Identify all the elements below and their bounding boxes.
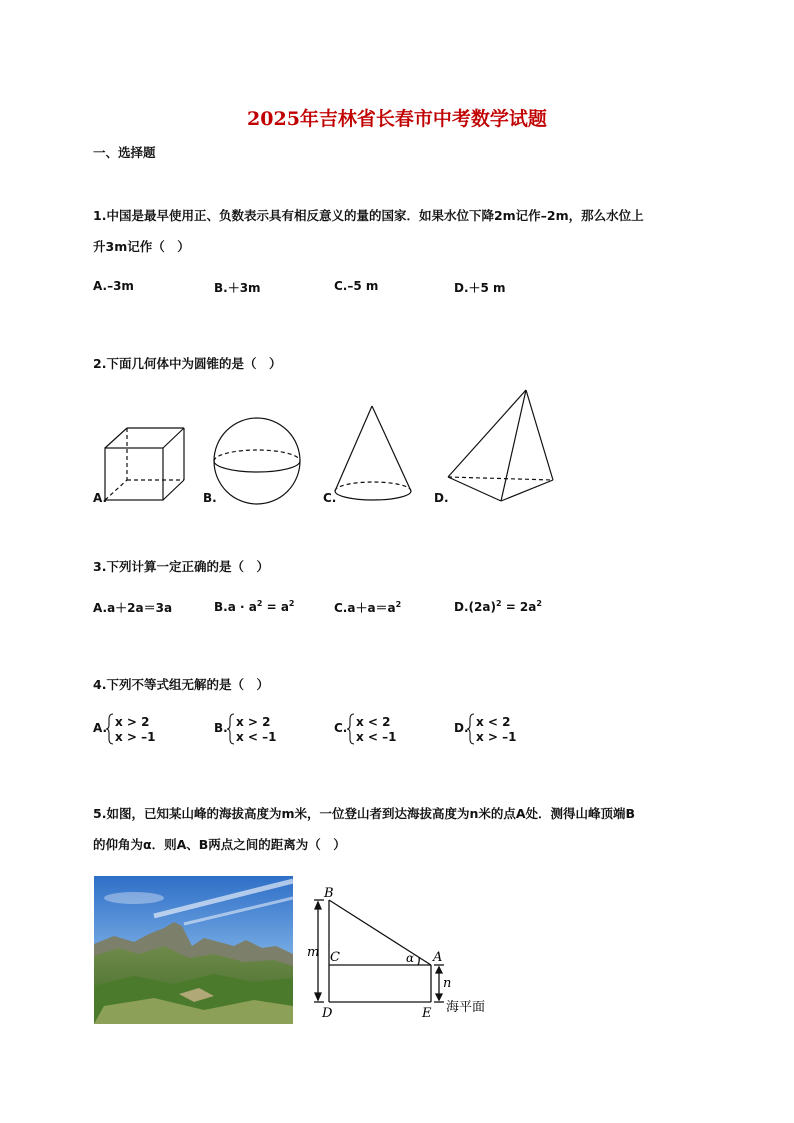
q4-option-d-brace bbox=[466, 713, 476, 745]
q3-option-c[interactable] bbox=[334, 599, 401, 616]
q4-option-b[interactable] bbox=[214, 713, 324, 745]
q3-option-b-exp1: 2 bbox=[256, 599, 263, 608]
cube-figure[interactable] bbox=[105, 428, 184, 500]
q3-option-b[interactable] bbox=[214, 599, 295, 614]
cone-figure[interactable] bbox=[335, 406, 411, 500]
q4-option-b-brace bbox=[226, 713, 236, 745]
q3-option-d-exp2: 2 bbox=[536, 599, 542, 608]
q2-label-b[interactable]: B. bbox=[203, 491, 217, 505]
q4-option-d[interactable] bbox=[454, 713, 564, 745]
mountain-photo bbox=[94, 876, 293, 1024]
line-ba bbox=[329, 900, 431, 965]
point-d-label: D bbox=[322, 1006, 333, 1021]
q2-label-d[interactable]: D. bbox=[434, 491, 449, 505]
sea-level-label: 海平面 bbox=[446, 1000, 486, 1015]
q4-option-d-line2: x > –1 bbox=[476, 730, 517, 744]
q1-option-d[interactable]: D.＋5 m bbox=[454, 281, 506, 295]
question-5-line2: 的仰角为α．则A、B两点之间的距离为（ ） bbox=[93, 837, 346, 852]
q1-option-a[interactable]: A.–3m bbox=[93, 279, 134, 293]
question-2-stem: 2.下面几何体中为圆锥的是（ ） bbox=[93, 356, 282, 371]
q2-label-c[interactable]: C. bbox=[323, 491, 337, 505]
q4-option-d-line1: x < 2 bbox=[476, 715, 511, 729]
paper-title: 2025年吉林省长春市中考数学试题 bbox=[247, 108, 547, 130]
point-b-label: B bbox=[324, 886, 334, 901]
q4-option-a-line1: x > 2 bbox=[115, 715, 150, 729]
question-5-stem bbox=[93, 798, 713, 860]
q4-option-a[interactable] bbox=[93, 713, 203, 745]
height-m-label: m bbox=[307, 945, 320, 960]
q4-option-a-brace bbox=[105, 713, 115, 745]
question-3-stem: 3.下列计算一定正确的是（ ） bbox=[93, 559, 269, 574]
q3-option-c-base: C.a＋a＝a bbox=[334, 601, 396, 615]
point-e-label: E bbox=[422, 1006, 432, 1021]
q4-option-b-label: B. bbox=[214, 721, 228, 735]
question-5-line1: 5.如图，已知某山峰的海拔高度为m米，一位登山者到达海拔高度为n米的点A处．测得山峰顶端B bbox=[93, 806, 636, 821]
q4-option-c-label: C. bbox=[334, 721, 348, 735]
q3-option-a[interactable]: A.a＋2a＝3a bbox=[93, 601, 173, 615]
q4-option-c-line1: x < 2 bbox=[356, 715, 391, 729]
section-heading: 一、选择题 bbox=[93, 145, 156, 160]
q1-option-b[interactable]: B.＋3m bbox=[214, 281, 261, 295]
question-1-line1: 1.中国是最早使用正、负数表示具有相反意义的量的国家．如果水位下降2m记作–2m，那么水位上 bbox=[93, 208, 644, 223]
q3-option-d-base: D.(2a) bbox=[454, 600, 496, 614]
q4-option-d-label: D. bbox=[454, 721, 469, 735]
question-1-stem bbox=[93, 200, 713, 262]
q3-option-d-exp1: 2 bbox=[495, 599, 502, 608]
question-4-stem: 4.下列不等式组无解的是（ ） bbox=[93, 677, 269, 692]
q2-label-a[interactable]: A. bbox=[93, 491, 108, 505]
q4-option-a-label: A. bbox=[93, 721, 108, 735]
point-a-label: A bbox=[433, 950, 443, 965]
q1-option-c[interactable]: C.–5 m bbox=[334, 279, 379, 293]
pyramid-figure[interactable] bbox=[448, 390, 553, 501]
q4-option-b-line1: x > 2 bbox=[236, 715, 271, 729]
point-c-label: C bbox=[330, 950, 340, 965]
q4-option-c-line2: x < –1 bbox=[356, 730, 397, 744]
sphere-figure[interactable] bbox=[214, 418, 300, 504]
q3-option-c-exp: 2 bbox=[395, 600, 402, 609]
height-n-label: n bbox=[443, 976, 452, 991]
q3-option-b-eq: = a bbox=[262, 600, 289, 614]
q4-option-c-brace bbox=[346, 713, 356, 745]
q5-geometry-diagram bbox=[300, 883, 510, 1023]
q3-option-d[interactable] bbox=[454, 599, 542, 614]
q4-option-b-line2: x < –1 bbox=[236, 730, 277, 744]
question-1-line2: 升3m记作（ ） bbox=[93, 239, 190, 254]
q4-option-a-line2: x > –1 bbox=[115, 730, 156, 744]
q3-option-b-base: B.a · a bbox=[214, 600, 257, 614]
q3-option-d-eq: = 2a bbox=[501, 600, 537, 614]
q3-option-b-exp2: 2 bbox=[288, 599, 295, 608]
angle-alpha-label: α bbox=[406, 951, 415, 965]
q4-option-c[interactable] bbox=[334, 713, 444, 745]
